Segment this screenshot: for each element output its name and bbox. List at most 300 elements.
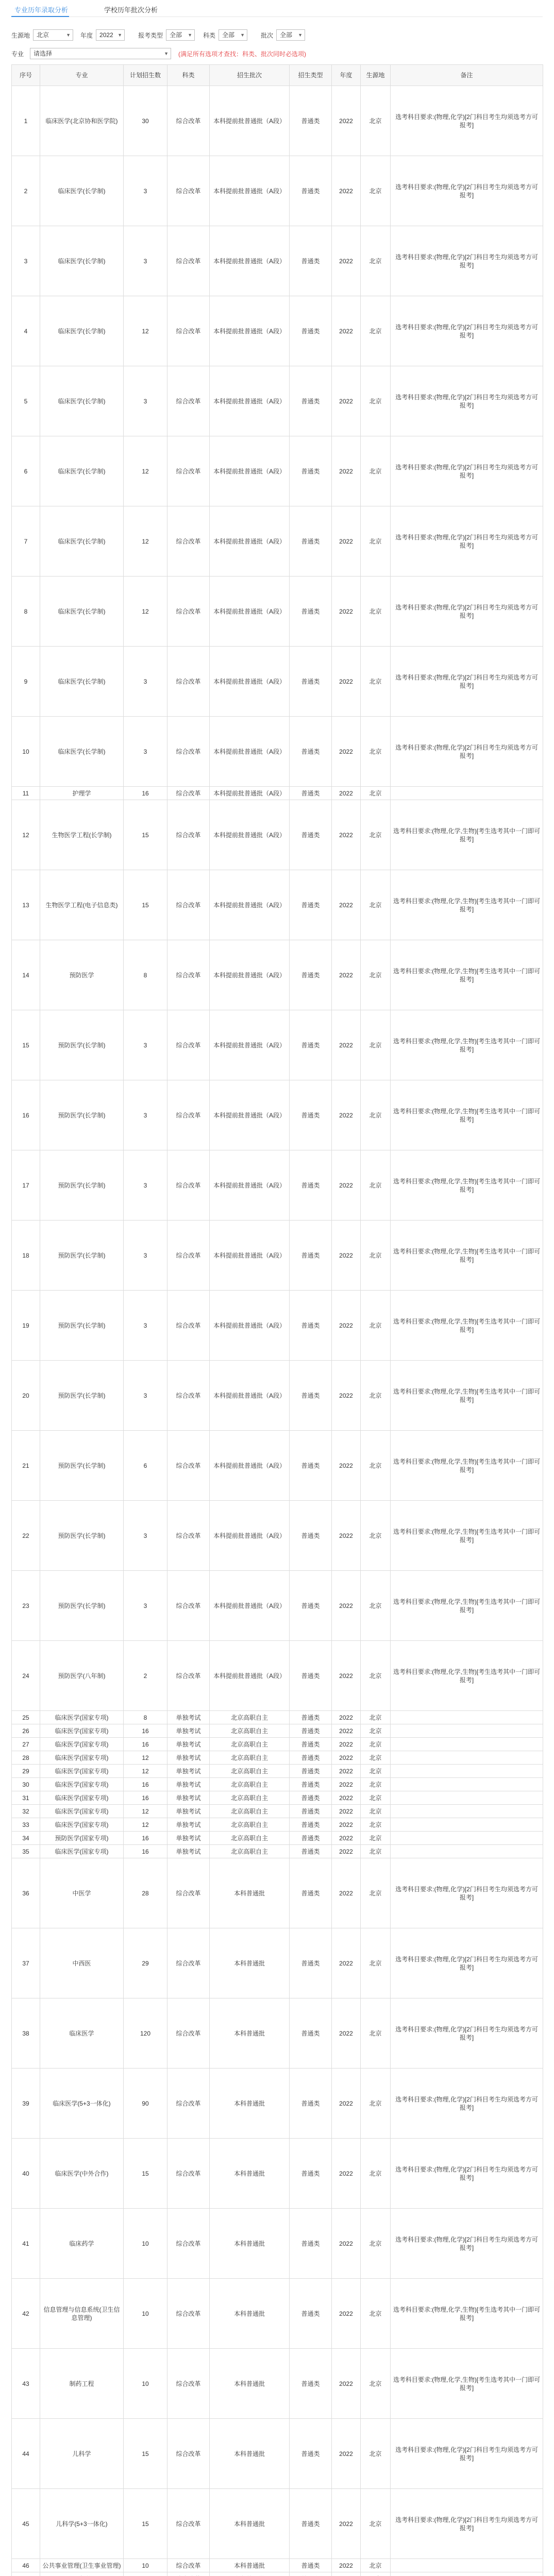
cell-note: 选考科目要求:(物理,化学)[2门科目考生均须选考方可报考]: [391, 2489, 543, 2559]
table-row: [12, 717, 543, 787]
tab-school-batch-analysis[interactable]: 学校历年批次分析: [104, 6, 158, 14]
cell-note: 选考科目要求:(物理,化学,生物)[考生选考其中一门即可报考]: [391, 1291, 543, 1361]
cell-subject: 单独考试: [167, 1845, 210, 1858]
cell-plan-count: 8: [124, 940, 167, 1010]
cell-index: 26: [12, 1724, 40, 1738]
cell-major: 预防医学(长学制): [40, 1080, 124, 1150]
table-row: [12, 1571, 543, 1641]
cell-note: 选考科目要求:(物理,化学,生物)[考生选考其中一门即可报考]: [391, 1501, 543, 1571]
cell-note: 选考科目要求:(物理,化学)[2门科目考生均须选考方可报考]: [391, 296, 543, 366]
cell-index: 15: [12, 1010, 40, 1080]
cell-note: 选考科目要求:(物理,化学)[2门科目考生均须选考方可报考]: [391, 436, 543, 506]
cell-batch: 本科提前批普通批（A段）: [210, 787, 290, 800]
cell-index: 24: [12, 1641, 40, 1711]
cell-batch: 本科提前批普通批（A段）: [210, 86, 290, 156]
cell-year: 2022: [332, 1361, 361, 1431]
cell-major: 临床医学(中外合作): [40, 2139, 124, 2209]
cell-source: [361, 2572, 391, 2576]
cell-source: 北京: [361, 1778, 391, 1791]
cell-type: 普通类: [290, 1431, 332, 1501]
table-row: [12, 1832, 543, 1845]
table-row: [12, 1724, 543, 1738]
table-row: [12, 366, 543, 436]
cell-source: 北京: [361, 1361, 391, 1431]
cell-batch: 本科提前批普通批（A段）: [210, 1221, 290, 1291]
cell-plan-count: 10: [124, 2209, 167, 2279]
cell-type: 普通类: [290, 1791, 332, 1805]
cell-plan-count: 12: [124, 1805, 167, 1818]
cell-plan-count: 12: [124, 1751, 167, 1765]
cell-index: 20: [12, 1361, 40, 1431]
cell-year: 2022: [332, 2559, 361, 2572]
table-row: [12, 1221, 543, 1291]
cell-type: 普通类: [290, 1080, 332, 1150]
cell-major: 预防医学(长学制): [40, 1221, 124, 1291]
cell-note: [391, 1711, 543, 1724]
cell-plan-count: 15: [124, 870, 167, 940]
cell-plan-count: 6: [124, 1431, 167, 1501]
cell-note: [391, 1818, 543, 1832]
cell-index: 44: [12, 2419, 40, 2489]
cell-index: 9: [12, 647, 40, 717]
cell-type: 普通类: [290, 2209, 332, 2279]
cell-source: 北京: [361, 1501, 391, 1571]
cell-type: 普通类: [290, 647, 332, 717]
cell-batch: 北京高职自主: [210, 1845, 290, 1858]
cell-type: 普通类: [290, 86, 332, 156]
cell-type: 普通类: [290, 1738, 332, 1751]
cell-plan-count: 16: [124, 1724, 167, 1738]
cell-subject: 单独考试: [167, 1791, 210, 1805]
cell-major: 临床医学(长学制): [40, 717, 124, 787]
cell-source: 北京: [361, 1791, 391, 1805]
cell-major: 预防医学(长学制): [40, 1361, 124, 1431]
cell-index: 5: [12, 366, 40, 436]
cell-plan-count: 10: [124, 2349, 167, 2419]
cell-index: 22: [12, 1501, 40, 1571]
cell-major: 预防医学(长学制): [40, 1010, 124, 1080]
cell-major: 预防医学(国家专项): [40, 1832, 124, 1845]
cell-type: 普通类: [290, 1150, 332, 1221]
cell-plan-count: 29: [124, 1928, 167, 1998]
tab-major-analysis[interactable]: 专业历年录取分析: [14, 6, 69, 14]
cell-note: 选考科目要求:(物理,化学)[2门科目考生均须选考方可报考]: [391, 717, 543, 787]
tab-bar: [11, 0, 543, 17]
cell-subject: 综合改革: [167, 787, 210, 800]
cell-index: 37: [12, 1928, 40, 1998]
cell-plan-count: 16: [124, 1845, 167, 1858]
cell-plan-count: 16: [124, 1778, 167, 1791]
header-plan-count: 计划招生数: [124, 65, 167, 86]
cell-note: 选考科目要求:(物理,化学,生物)[考生选考其中一门即可报考]: [391, 1571, 543, 1641]
cell-batch: 本科提前批普通批（A段）: [210, 940, 290, 1010]
cell-batch: 本科提前批普通批（A段）: [210, 870, 290, 940]
cell-subject: 综合改革: [167, 436, 210, 506]
cell-type: 普通类: [290, 506, 332, 577]
cell-major: [40, 2572, 124, 2576]
table-row: [12, 870, 543, 940]
cell-index: 7: [12, 506, 40, 577]
cell-type: 普通类: [290, 1832, 332, 1845]
cell-index: 25: [12, 1711, 40, 1724]
cell-batch: 北京高职自主: [210, 1751, 290, 1765]
cell-source: 北京: [361, 1805, 391, 1818]
cell-note: [391, 2572, 543, 2576]
cell-source: 北京: [361, 366, 391, 436]
cell-year: 2022: [332, 1818, 361, 1832]
table-row: [12, 940, 543, 1010]
cell-subject: 综合改革: [167, 1571, 210, 1641]
cell-source: 北京: [361, 1738, 391, 1751]
cell-subject: 综合改革: [167, 156, 210, 226]
cell-year: 2022: [332, 1778, 361, 1791]
cell-type: 普通类: [290, 1805, 332, 1818]
cell-plan-count: 3: [124, 1361, 167, 1431]
chevron-down-icon: ▼: [66, 32, 71, 38]
chevron-down-icon: ▼: [298, 32, 303, 38]
cell-subject: 综合改革: [167, 2069, 210, 2139]
cell-plan-count: 10: [124, 2279, 167, 2349]
cell-index: 45: [12, 2489, 40, 2559]
cell-year: 2022: [332, 1291, 361, 1361]
cell-batch: 本科普通批: [210, 1858, 290, 1928]
cell-index: 41: [12, 2209, 40, 2279]
cell-subject: 综合改革: [167, 86, 210, 156]
major-select[interactable]: [30, 48, 171, 59]
cell-type: 普通类: [290, 1571, 332, 1641]
table-row: [12, 1501, 543, 1571]
cell-major: 临床医学(国家专项): [40, 1751, 124, 1765]
cell-type: 普通类: [290, 800, 332, 870]
year-select[interactable]: [96, 29, 125, 41]
cell-major: 临床医学(长学制): [40, 156, 124, 226]
cell-type: [290, 2572, 332, 2576]
cell-plan-count: 28: [124, 1858, 167, 1928]
header-type: 招生类型: [290, 65, 332, 86]
cell-note: 选考科目要求:(物理,化学)[2门科目考生均须选考方可报考]: [391, 1858, 543, 1928]
cell-subject: 综合改革: [167, 1501, 210, 1571]
cell-plan-count: 30: [124, 86, 167, 156]
table-row: [12, 2489, 543, 2559]
cell-note: 选考科目要求:(物理,化学)[2门科目考生均须选考方可报考]: [391, 366, 543, 436]
cell-year: [332, 2572, 361, 2576]
type-value: 全部: [170, 31, 182, 39]
cell-type: 普通类: [290, 1998, 332, 2069]
cell-plan-count: 2: [124, 1641, 167, 1711]
cell-major: 临床医学(长学制): [40, 647, 124, 717]
cell-batch: 北京高职自主: [210, 1724, 290, 1738]
province-value: 北京: [37, 31, 49, 39]
cell-note: 选考科目要求:(物理,化学)[2门科目考生均须选考方可报考]: [391, 2419, 543, 2489]
subject-label: 科类: [203, 31, 216, 39]
cell-source: 北京: [361, 1751, 391, 1765]
cell-source: 北京: [361, 86, 391, 156]
table-row: [12, 1805, 543, 1818]
table-row: [12, 1431, 543, 1501]
cell-batch: 本科提前批普通批（A段）: [210, 1641, 290, 1711]
cell-major: 临床医学(国家专项): [40, 1791, 124, 1805]
cell-year: 2022: [332, 1431, 361, 1501]
cell-type: 普通类: [290, 1291, 332, 1361]
table-row: [12, 1818, 543, 1832]
cell-subject: 单独考试: [167, 1724, 210, 1738]
cell-year: 2022: [332, 1221, 361, 1291]
filter-row: [11, 24, 543, 44]
chevron-down-icon: ▼: [164, 51, 169, 56]
cell-note: [391, 1724, 543, 1738]
cell-subject: 综合改革: [167, 506, 210, 577]
cell-batch: 本科提前批普通批（A段）: [210, 1080, 290, 1150]
cell-batch: 本科提前批普通批（A段）: [210, 436, 290, 506]
cell-subject: 综合改革: [167, 870, 210, 940]
subject-value: 全部: [222, 31, 235, 39]
cell-batch: 本科提前批普通批（A段）: [210, 717, 290, 787]
cell-year: 2022: [332, 1765, 361, 1778]
active-tab-indicator: [11, 16, 69, 17]
cell-note: 选考科目要求:(物理,化学,生物)[考生选考其中一门即可报考]: [391, 2349, 543, 2419]
cell-subject: 综合改革: [167, 717, 210, 787]
cell-year: 2022: [332, 1832, 361, 1845]
cell-type: 普通类: [290, 2559, 332, 2572]
cell-plan-count: 16: [124, 787, 167, 800]
cell-year: 2022: [332, 1150, 361, 1221]
cell-index: 38: [12, 1998, 40, 2069]
cell-index: 14: [12, 940, 40, 1010]
table-row: [12, 1845, 543, 1858]
header-source: 生源地: [361, 65, 391, 86]
cell-batch: 本科普通批: [210, 2349, 290, 2419]
cell-note: 选考科目要求:(物理,化学,生物)[考生选考其中一门即可报考]: [391, 1080, 543, 1150]
cell-type: 普通类: [290, 1845, 332, 1858]
cell-subject: 综合改革: [167, 226, 210, 296]
cell-index: 23: [12, 1571, 40, 1641]
cell-index: 42: [12, 2279, 40, 2349]
cell-index: 4: [12, 296, 40, 366]
header-year: 年度: [332, 65, 361, 86]
cell-plan-count: 15: [124, 2419, 167, 2489]
cell-year: 2022: [332, 2279, 361, 2349]
header-index: 序号: [12, 65, 40, 86]
cell-type: 普通类: [290, 2279, 332, 2349]
cell-year: 2022: [332, 1724, 361, 1738]
cell-type: 普通类: [290, 1818, 332, 1832]
cell-type: 普通类: [290, 940, 332, 1010]
cell-batch: 本科提前批普通批（A段）: [210, 1431, 290, 1501]
table-row: [12, 2559, 543, 2572]
cell-major: 临床医学(长学制): [40, 366, 124, 436]
cell-index: 43: [12, 2349, 40, 2419]
cell-source: 北京: [361, 1571, 391, 1641]
cell-source: 北京: [361, 800, 391, 870]
table-row: [12, 1361, 543, 1431]
cell-batch: 北京高职自主: [210, 1805, 290, 1818]
cell-index: 1: [12, 86, 40, 156]
cell-subject: 综合改革: [167, 2139, 210, 2209]
cell-plan-count: 12: [124, 1818, 167, 1832]
table-row: [12, 1150, 543, 1221]
cell-index: 27: [12, 1738, 40, 1751]
cell-major: 预防医学(长学制): [40, 1501, 124, 1571]
cell-index: 30: [12, 1778, 40, 1791]
cell-index: 19: [12, 1291, 40, 1361]
table-row: [12, 506, 543, 577]
cell-plan-count: 3: [124, 1080, 167, 1150]
cell-plan-count: 16: [124, 1738, 167, 1751]
cell-subject: 综合改革: [167, 940, 210, 1010]
table-row: [12, 1738, 543, 1751]
cell-plan-count: 8: [124, 1711, 167, 1724]
cell-plan-count: 3: [124, 717, 167, 787]
cell-source: 北京: [361, 1765, 391, 1778]
cell-major: 临床医学(国家专项): [40, 1765, 124, 1778]
cell-batch: 本科普通批: [210, 2419, 290, 2489]
chevron-down-icon: ▼: [240, 32, 245, 38]
table-row: [12, 647, 543, 717]
cell-major: 临床医学(国家专项): [40, 1778, 124, 1791]
table-row: [12, 800, 543, 870]
table-row: [12, 1858, 543, 1928]
cell-major: 预防医学(八年制): [40, 1641, 124, 1711]
table-row: [12, 1765, 543, 1778]
cell-plan-count: 10: [124, 2559, 167, 2572]
cell-plan-count: 3: [124, 1221, 167, 1291]
cell-index: 18: [12, 1221, 40, 1291]
cell-plan-count: 16: [124, 1791, 167, 1805]
type-select[interactable]: [166, 29, 195, 41]
cell-source: 北京: [361, 2139, 391, 2209]
cell-index: 3: [12, 226, 40, 296]
table-row: [12, 1010, 543, 1080]
cell-index: 46: [12, 2559, 40, 2572]
cell-index: 12: [12, 800, 40, 870]
cell-major: 制药工程: [40, 2349, 124, 2419]
cell-source: 北京: [361, 436, 391, 506]
header-subject: 科类: [167, 65, 210, 86]
cell-major: 公共事业管理(卫生事业管理): [40, 2559, 124, 2572]
cell-note: [391, 1805, 543, 1818]
cell-source: 北京: [361, 1845, 391, 1858]
cell-batch: 北京高职自主: [210, 1791, 290, 1805]
cell-note: 选考科目要求:(物理,化学)[2门科目考生均须选考方可报考]: [391, 1998, 543, 2069]
cell-subject: 综合改革: [167, 2419, 210, 2489]
cell-subject: 综合改革: [167, 1361, 210, 1431]
cell-note: 选考科目要求:(物理,化学)[2门科目考生均须选考方可报考]: [391, 2139, 543, 2209]
cell-batch: 本科提前批普通批（A段）: [210, 156, 290, 226]
cell-note: 选考科目要求:(物理,化学,生物)[考生选考其中一门即可报考]: [391, 1361, 543, 1431]
cell-index: 10: [12, 717, 40, 787]
cell-subject: 综合改革: [167, 1998, 210, 2069]
cell-batch: 本科提前批普通批（A段）: [210, 577, 290, 647]
table-header-row: [12, 65, 543, 86]
cell-note: [391, 1791, 543, 1805]
cell-note: 选考科目要求:(物理,化学)[2门科目考生均须选考方可报考]: [391, 86, 543, 156]
cell-batch: 本科提前批普通批（A段）: [210, 1361, 290, 1431]
cell-index: 8: [12, 577, 40, 647]
cell-subject: 综合改革: [167, 1291, 210, 1361]
cell-major: 中医学: [40, 1858, 124, 1928]
cell-note: 选考科目要求:(物理,化学,生物)[考生选考其中一门即可报考]: [391, 1641, 543, 1711]
cell-batch: 本科提前批普通批（A段）: [210, 1150, 290, 1221]
cell-plan-count: 3: [124, 1291, 167, 1361]
cell-index: 6: [12, 436, 40, 506]
cell-batch: 本科提前批普通批（A段）: [210, 296, 290, 366]
cell-note: 选考科目要求:(物理,化学)[2门科目考生均须选考方可报考]: [391, 647, 543, 717]
year-value: 2022: [99, 31, 113, 39]
cell-major: 预防医学: [40, 940, 124, 1010]
cell-batch: 本科提前批普通批（A段）: [210, 800, 290, 870]
cell-note: 选考科目要求:(物理,化学,生物)[考生选考其中一门即可报考]: [391, 940, 543, 1010]
cell-source: 北京: [361, 647, 391, 717]
cell-plan-count: 12: [124, 506, 167, 577]
cell-note: 选考科目要求:(物理,化学)[2门科目考生均须选考方可报考]: [391, 506, 543, 577]
cell-type: 普通类: [290, 2349, 332, 2419]
cell-year: 2022: [332, 156, 361, 226]
cell-source: 北京: [361, 577, 391, 647]
cell-batch: 本科提前批普通批（A段）: [210, 506, 290, 577]
cell-major: 临床医学(长学制): [40, 436, 124, 506]
admission-table: [11, 64, 543, 2576]
table-row: [12, 156, 543, 226]
cell-source: 北京: [361, 1858, 391, 1928]
cell-subject: 综合改革: [167, 1858, 210, 1928]
cell-note: 选考科目要求:(物理,化学,生物)[考生选考其中一门即可报考]: [391, 1010, 543, 1080]
cell-note: 选考科目要求:(物理,化学,生物)[考生选考其中一门即可报考]: [391, 1221, 543, 1291]
cell-year: 2022: [332, 1751, 361, 1765]
cell-year: 2022: [332, 1791, 361, 1805]
cell-index: 21: [12, 1431, 40, 1501]
province-select[interactable]: [33, 29, 73, 41]
cell-year: 2022: [332, 2139, 361, 2209]
subject-select[interactable]: [219, 29, 247, 41]
cell-index: 35: [12, 1845, 40, 1858]
cell-major: 临床医学: [40, 1998, 124, 2069]
cell-source: 北京: [361, 156, 391, 226]
cell-type: 普通类: [290, 226, 332, 296]
cell-type: 普通类: [290, 1501, 332, 1571]
table-row: [12, 2419, 543, 2489]
table-row: [12, 1641, 543, 1711]
cell-source: 北京: [361, 2559, 391, 2572]
cell-type: 普通类: [290, 1010, 332, 1080]
table-row: [12, 1711, 543, 1724]
cell-index: 13: [12, 870, 40, 940]
major-value: 请选择: [33, 50, 53, 57]
cell-type: 普通类: [290, 2069, 332, 2139]
table-row: [12, 226, 543, 296]
cell-major: 临床医学(国家专项): [40, 1738, 124, 1751]
cell-source: 北京: [361, 787, 391, 800]
cell-major: 信息管理与信息系统(卫生信息管理): [40, 2279, 124, 2349]
cell-subject: 综合改革: [167, 366, 210, 436]
cell-source: 北京: [361, 1431, 391, 1501]
cell-plan-count: 15: [124, 2489, 167, 2559]
cell-source: 北京: [361, 1998, 391, 2069]
cell-source: 北京: [361, 940, 391, 1010]
cell-type: 普通类: [290, 296, 332, 366]
cell-note: [391, 787, 543, 800]
cell-type: 普通类: [290, 1361, 332, 1431]
cell-type: 普通类: [290, 1858, 332, 1928]
cell-source: 北京: [361, 1221, 391, 1291]
cell-subject: 综合改革: [167, 2209, 210, 2279]
cell-source: 北京: [361, 2279, 391, 2349]
cell-subject: 综合改革: [167, 800, 210, 870]
cell-year: 2022: [332, 506, 361, 577]
cell-source: 北京: [361, 1080, 391, 1150]
cell-source: 北京: [361, 1150, 391, 1221]
batch-select[interactable]: [276, 29, 305, 41]
cell-type: 普通类: [290, 870, 332, 940]
